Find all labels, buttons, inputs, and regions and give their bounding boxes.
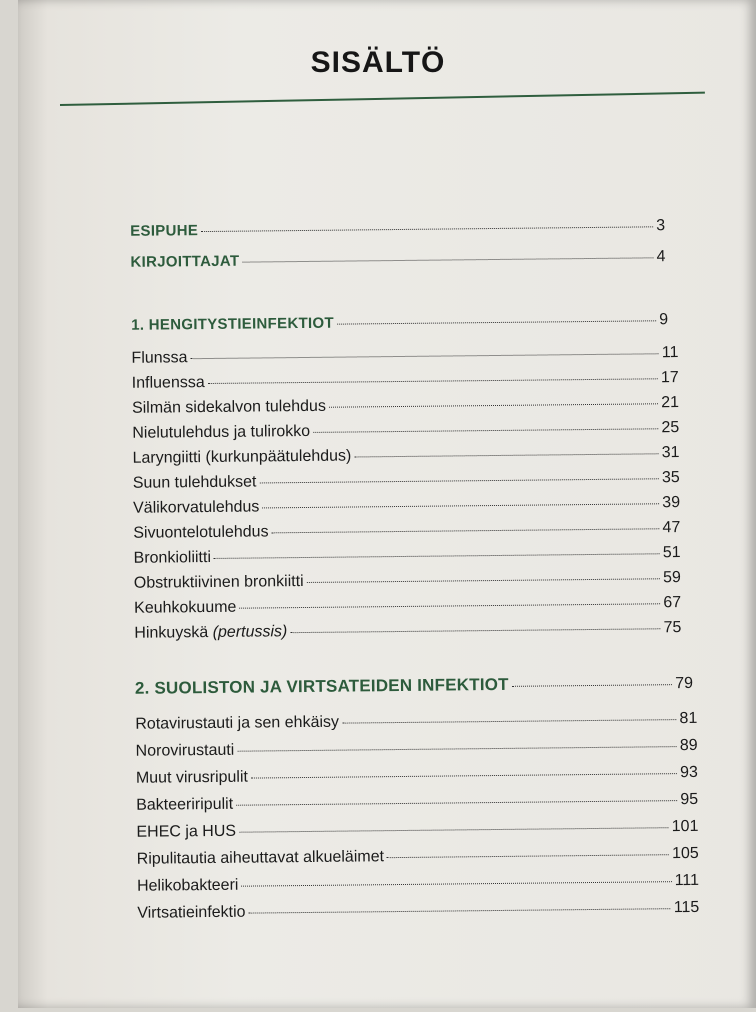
toc-entry-label-main: Hinkuyskä [134,624,209,642]
toc-entry-kirjoittajat [130,248,665,272]
toc-entry-page: 93 [679,763,698,782]
toc-entry-page: 25 [661,419,680,437]
page-title: SISÄLTÖ [310,46,446,79]
dot-leader [208,378,658,384]
toc-entry-label: Bronkioliitti [133,548,212,567]
dot-leader [313,428,658,433]
toc-entry [137,845,699,869]
dot-leader [512,684,672,687]
toc-entry [136,818,698,842]
toc-entry-label-italic: (pertussis) [212,623,288,641]
dot-leader [191,353,659,359]
toc-entry-page: 79 [675,674,694,693]
toc-entry [132,419,679,443]
dot-leader [259,478,659,483]
toc-entry-page: 3 [656,217,666,235]
toc-entry-page: 115 [673,898,700,917]
toc-entry-label: 2. SUOLISTON JA VIRTSATEIDEN INFEKTIOT [134,674,509,698]
toc-entry-page: 9 [659,311,669,329]
toc-entry-label: ESIPUHE [130,222,199,240]
toc-entry-page: 95 [680,790,699,809]
toc-entry-label: EHEC ja HUS [136,822,237,841]
toc-entry-label: Virtsatieinfektio [137,903,246,922]
toc-entry [132,369,679,393]
toc-entry-label: Nielutulehdus ja tulirokko [132,422,311,442]
toc-entry-page: 39 [662,494,681,512]
dot-leader [239,827,669,832]
dot-leader [329,403,658,407]
toc-entry [133,494,680,518]
toc-entry-label: Silmän sidekalvon tulehdus [131,397,326,417]
toc-entry-page: 101 [671,817,699,836]
toc-entry-label: Influenssa [131,374,205,392]
dot-leader [272,528,660,533]
toc-entry-page: 51 [662,544,681,562]
toc-entry [137,872,699,896]
toc-entry-page: 47 [662,519,681,537]
toc-entry-label: KIRJOITTAJAT [130,252,240,271]
toc-entry-label: Muut virusripulit [135,768,249,787]
toc-entry-label: Laryngiitti (kurkunpäätulehdus) [132,447,352,467]
dot-leader [337,320,656,324]
toc-entry [131,344,678,368]
dot-leader [307,578,660,583]
dot-leader [354,453,658,457]
toc-entry-page: 111 [674,871,700,890]
toc-entry-page: 31 [661,444,680,462]
toc-entry-page: 11 [661,344,679,362]
toc-entry [134,594,681,618]
dot-leader [214,553,660,559]
dot-leader [201,226,653,232]
dot-leader [241,881,671,887]
toc-entry-page: 59 [662,569,681,587]
toc-entry-page: 35 [661,469,680,487]
toc-entry-label: Obstruktiivinen bronkiitti [133,573,304,592]
toc-entry-page: 4 [656,248,666,266]
dot-leader [262,503,659,508]
toc-entry-label: Keuhkokuume [134,598,237,617]
toc-entry [137,899,699,923]
dot-leader [342,719,677,724]
toc-entry [136,737,698,761]
toc-entry-label: Bakteeriripulit [136,795,234,814]
toc-entry [134,619,681,643]
toc-entry-label: Ripulitautia aiheuttavat alkueläimet [136,848,385,868]
dot-leader [290,628,660,633]
toc-entry-page: 81 [679,709,698,728]
dot-leader [236,800,677,806]
toc-entry-esipuhe [130,217,665,241]
toc-entry-page: 21 [661,394,680,412]
toc-entry-page: 17 [660,369,679,387]
toc-entry-page: 89 [679,736,698,755]
toc-entry [133,469,680,493]
toc-chapter-1-heading [131,311,668,335]
toc-entry [134,569,681,593]
toc-entry-page: 67 [663,594,682,612]
toc-entry-label: Suun tulehdukset [132,473,257,492]
dot-leader [251,773,677,778]
dot-leader [239,603,660,608]
dot-leader [387,854,669,858]
toc-entry-label: Sivuontelotulehdus [133,523,269,542]
toc-entry-label: Flunssa [131,349,188,367]
toc-entry-label: Norovirustauti [135,741,235,760]
dot-leader [242,257,653,262]
toc-entry-label [134,623,287,643]
toc-entry-page: 75 [663,619,682,637]
toc-entry-label: Rotavirustauti ja sen ehkäisy [135,713,340,733]
toc-entry [136,764,698,788]
toc-entry-label: 1. HENGITYSTIEINFEKTIOT [131,314,334,334]
toc-entry [133,519,680,543]
dot-leader [237,746,676,752]
toc-entry [134,544,681,568]
toc-entry-label: Helikobakteeri [136,876,239,895]
dot-leader [249,908,671,913]
toc-entry-page: 105 [671,844,699,863]
toc-entry-label: Välikorvatulehdus [132,498,260,517]
toc-entry [132,444,679,468]
toc-entry [135,710,697,734]
toc-entry [136,791,698,815]
toc-chapter-2-heading [135,673,693,699]
toc-entry [132,394,679,418]
